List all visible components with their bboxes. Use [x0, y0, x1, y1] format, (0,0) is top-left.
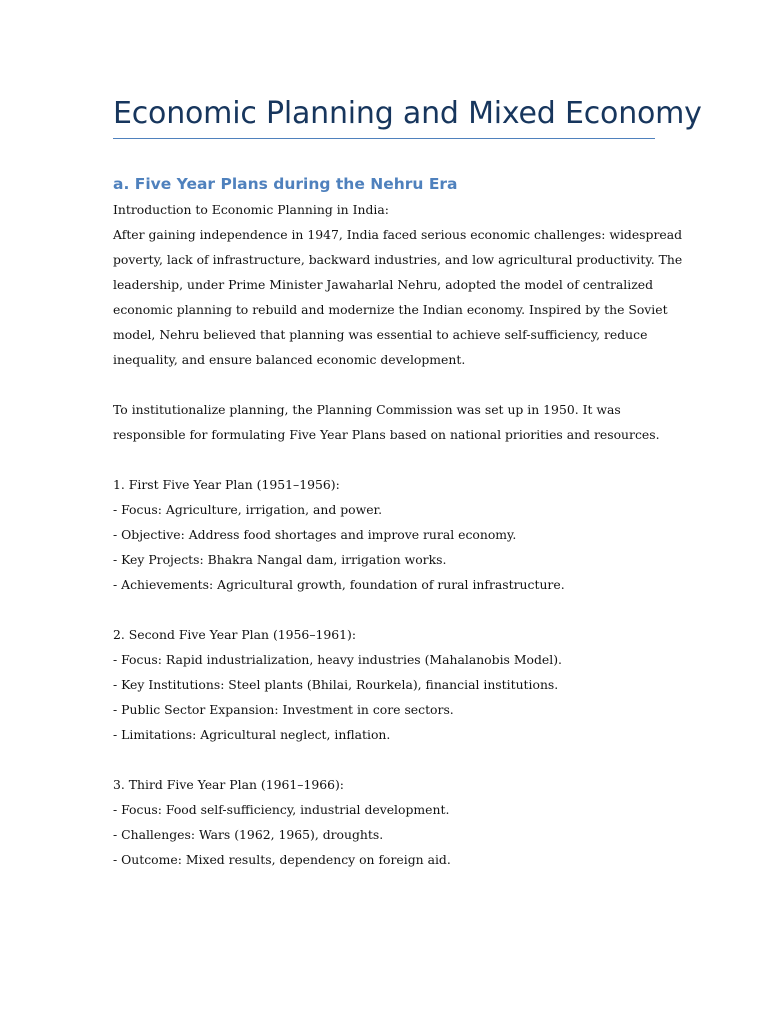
plan-point: - Key Projects: Bhakra Nangal dam, irrigation works. [113, 552, 447, 567]
plan-heading: 3. Third Five Year Plan (1961–1966): [113, 777, 344, 792]
plan-point: - Objective: Address food shortages and improve rural economy. [113, 527, 517, 542]
plan-point: - Public Sector Expansion: Investment in core sectors. [113, 702, 454, 717]
spacer [113, 372, 655, 397]
plan-point: - Focus: Food self-sufficiency, industrial development. [113, 802, 450, 817]
intro-line: model, Nehru believed that planning was essential to achieve self-sufficiency, reduce [113, 327, 648, 342]
plan-point: - Limitations: Agricultural neglect, inflation. [113, 727, 391, 742]
plan-third [113, 772, 655, 872]
commission-line: To institutionalize planning, the Planning Commission was set up in 1950. It was [113, 402, 621, 417]
plan-first [113, 472, 655, 597]
plan-point: - Challenges: Wars (1962, 1965), droughts. [113, 827, 384, 842]
plan-point: - Achievements: Agricultural growth, foundation of rural infrastructure. [113, 577, 565, 592]
plan-point: - Outcome: Mixed results, dependency on foreign aid. [113, 852, 451, 867]
spacer [113, 597, 655, 622]
intro-line: economic planning to rebuild and modernize the Indian economy. Inspired by the Soviet [113, 302, 668, 317]
spacer [113, 747, 655, 772]
plan-point: - Focus: Agriculture, irrigation, and power. [113, 502, 383, 517]
plan-heading: 2. Second Five Year Plan (1956–1961): [113, 627, 357, 642]
intro-line: poverty, lack of infrastructure, backward industries, and low agricultural productivity. The [113, 252, 683, 267]
plan-second [113, 622, 655, 747]
document-content [113, 94, 702, 867]
commission-paragraph [113, 397, 660, 447]
intro-line: After gaining independence in 1947, India faced serious economic challenges: widespread [113, 227, 683, 242]
spacer [113, 447, 655, 472]
plan-point: - Focus: Rapid industrialization, heavy industries (Mahalanobis Model). [113, 652, 562, 667]
commission-line: responsible for formulating Five Year Plans based on national priorities and resources. [113, 427, 660, 442]
intro-paragraph [113, 197, 683, 372]
document-body [113, 197, 683, 872]
plan-heading: 1. First Five Year Plan (1951–1956): [113, 477, 340, 492]
page-title: Economic Planning and Mixed Economy [113, 94, 655, 139]
intro-line: leadership, under Prime Minister Jawaharlal Nehru, adopted the model of centralized [113, 277, 654, 292]
plan-point: - Key Institutions: Steel plants (Bhilai, Rourkela), financial institutions. [113, 677, 559, 692]
section-heading: a. Five Year Plans during the Nehru Era [113, 175, 458, 193]
intro-line: inequality, and ensure balanced economic development. [113, 352, 466, 367]
intro-heading: Introduction to Economic Planning in India: [113, 202, 389, 217]
